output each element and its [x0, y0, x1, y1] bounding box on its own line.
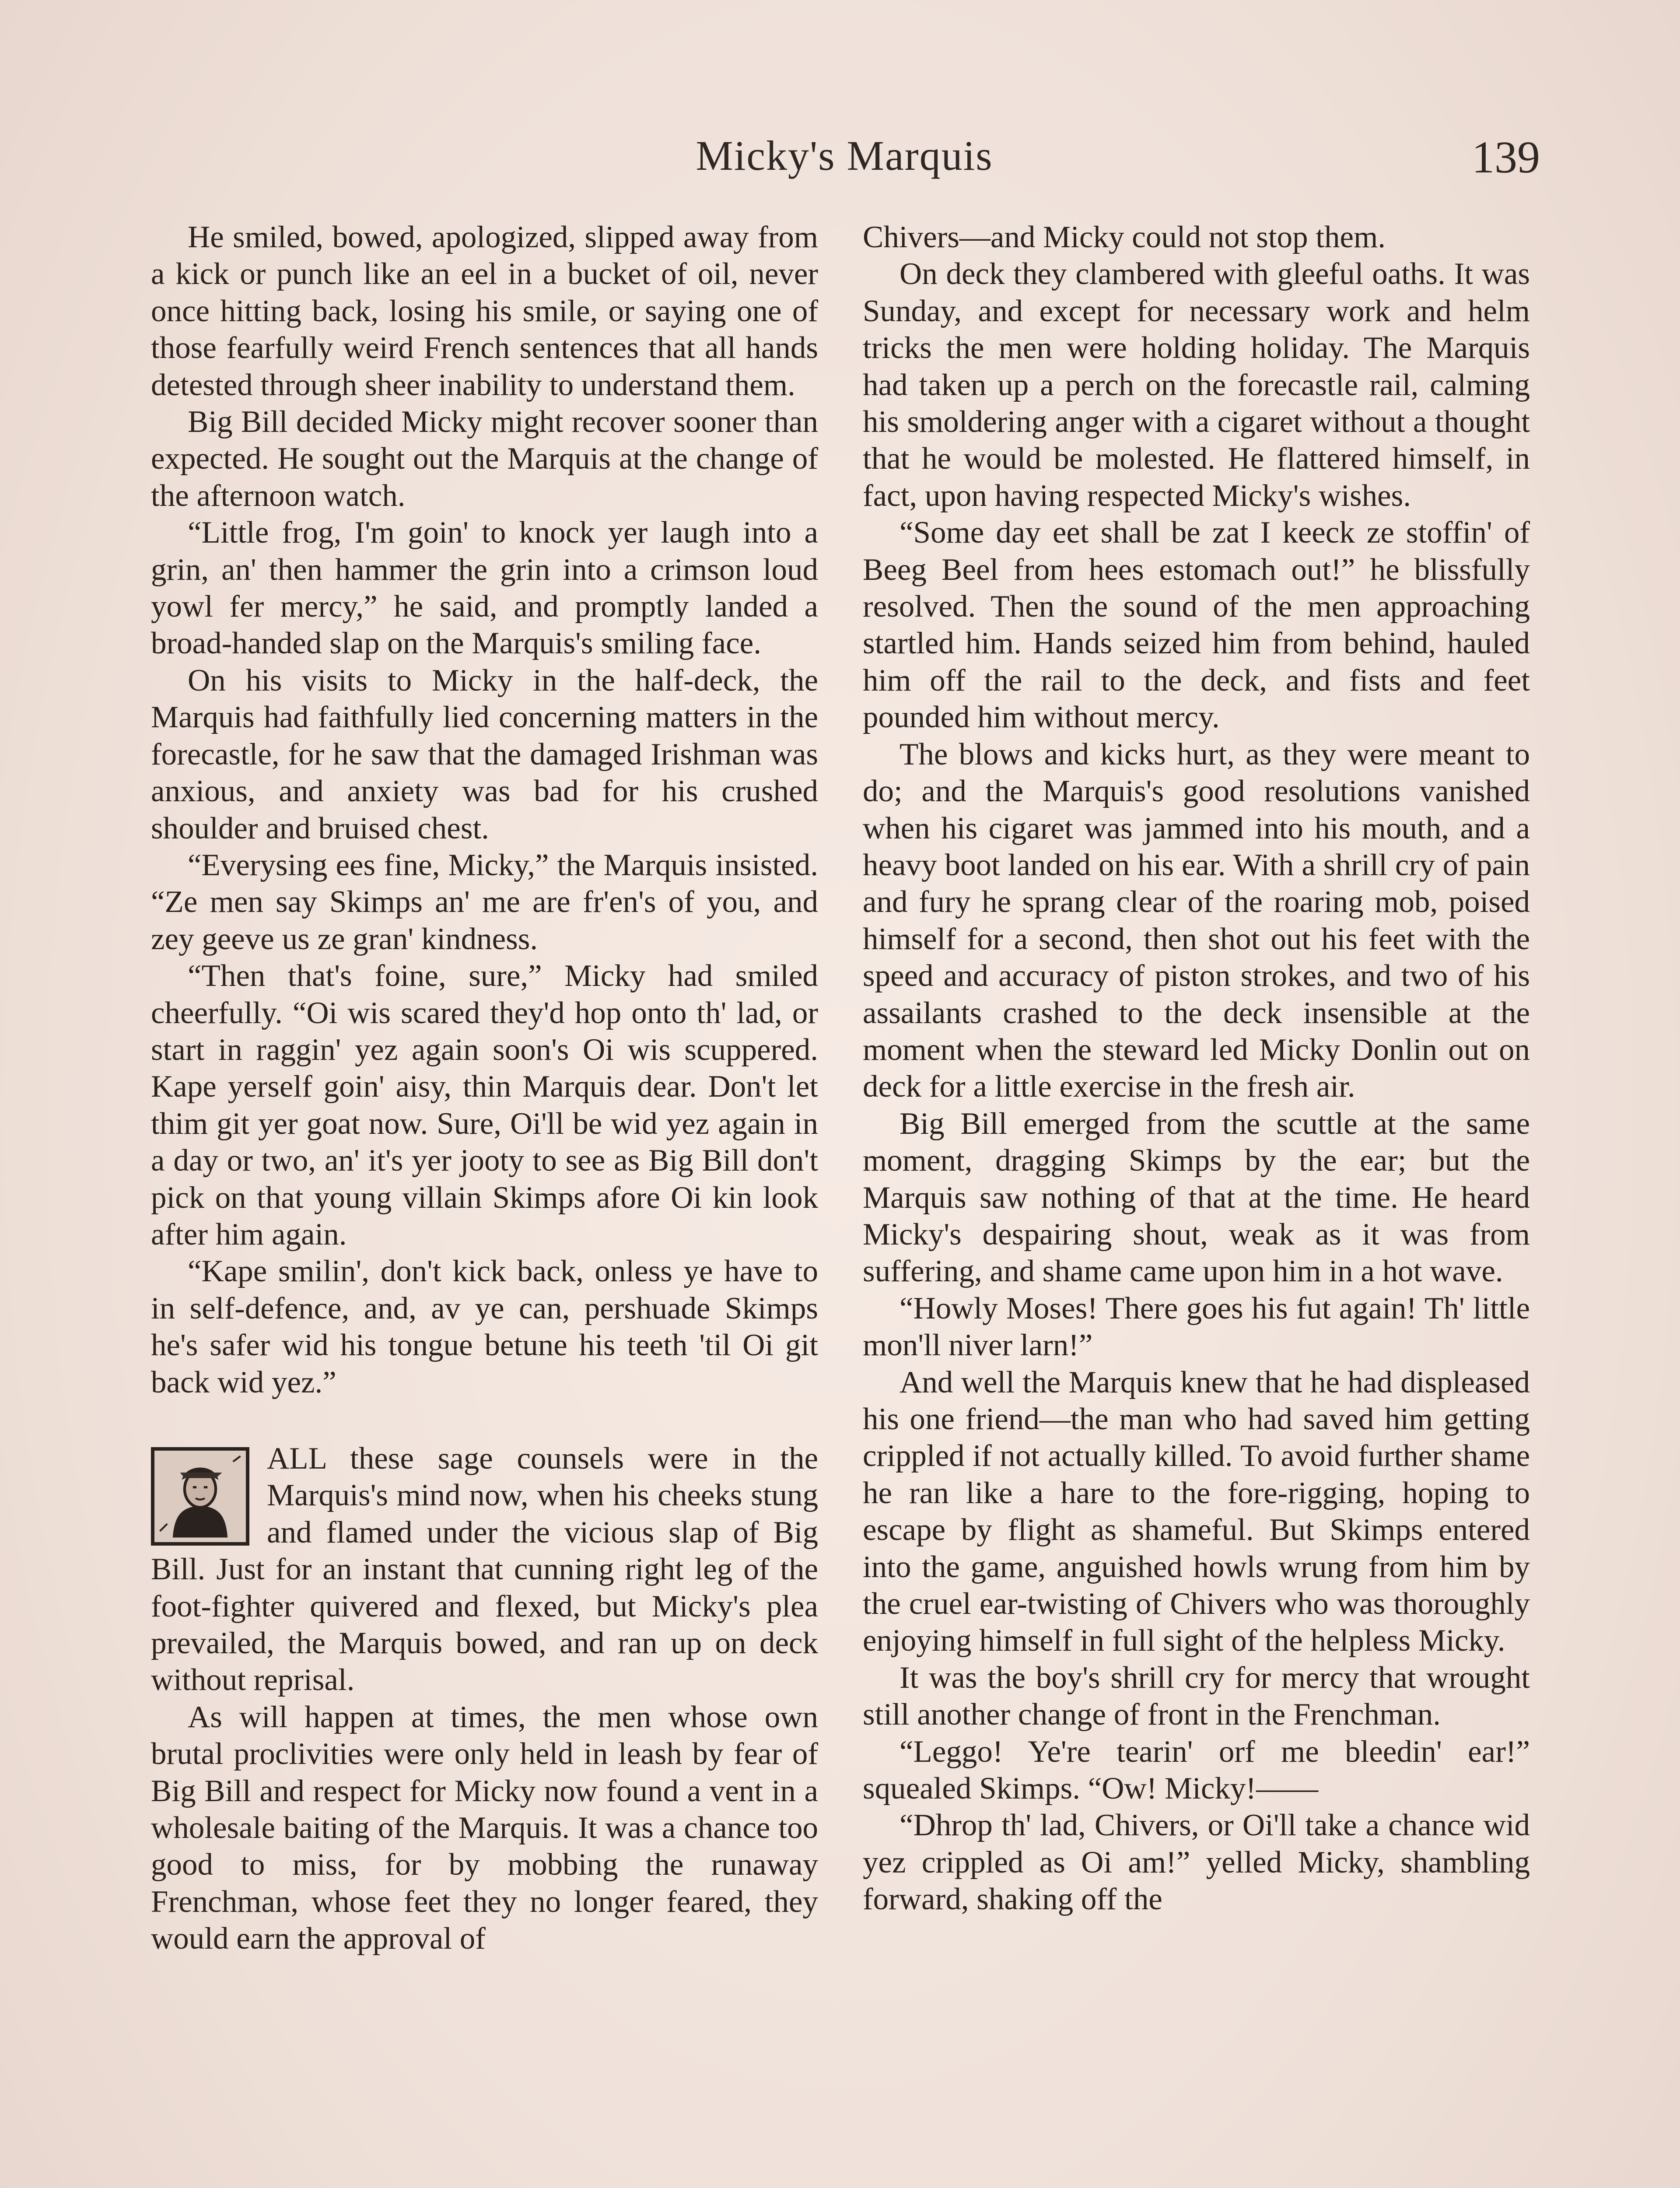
section-break: [151, 1401, 818, 1440]
paragraph: Big Bill decided Micky might recover sooner than expected. He sought out the Marquis at the change of the afternoon watch.: [151, 405, 818, 513]
dropcap-portrait-illustration: [151, 1447, 249, 1546]
paragraph: “Some day eet shall be zat I keeck ze stoffin' of Beeg Beel from hees estomach out!” he blissfully resolved. Then the sound of the men approaching startled him. Hands seized him from behind, hauled him off the rail to the deck, and fists and feet pounded him without mercy.: [863, 515, 1530, 735]
paragraph: He smiled, bowed, apologized, slipped away from a kick or punch like an eel in a bucket of oil, never once hitting back, losing his smile, or saying one of those fearfully weird French sentences that all hands detested through sheer inability to understand them.: [151, 220, 818, 402]
running-title: Micky's Marquis: [696, 132, 993, 179]
paragraph: “Howly Moses! There goes his fut again! Th' little mon'll niver larn!”: [863, 1291, 1530, 1363]
continued-line: Chivers—and Micky could not stop them.: [863, 220, 1386, 254]
paragraph: “Little frog, I'm goin' to knock yer laugh into a grin, an' then hammer the grin into a crimson loud yowl fer mercy,” he said, and promptly landed a broad-handed slap on the Marquis's smiling face.: [151, 515, 818, 661]
paragraph: On deck they clambered with gleeful oaths. It was Sunday, and except for necessary work and helm tricks the men were holding holiday. The Marquis had taken up a perch on the forecastle rail, calming his smoldering anger with a cigaret without a thought that he would be molested. He flattered himself, in fact, upon having respected Micky's wishes.: [863, 257, 1530, 513]
page-number: 139: [1472, 132, 1540, 182]
paragraph: It was the boy's shrill cry for mercy that wrought still another change of front in the Frenchman.: [863, 1660, 1530, 1732]
left-column: [151, 219, 818, 1957]
paragraph: “Everysing ees fine, Micky,” the Marquis insisted. “Ze men say Skimps an' me are fr'en's of you, and zey geeve us ze gran' kindness.: [151, 848, 818, 956]
paragraph: “Kape smilin', don't kick back, onless ye have to in self-defence, and, av ye can, pershuade Skimps he's safer wid his tongue betune his teeth 'til Oi git back wid yez.”: [151, 1254, 818, 1399]
paragraph: “Leggo! Ye're tearin' orf me bleedin' ear!” squealed Skimps. “Ow! Micky!——: [863, 1734, 1530, 1806]
right-column: [863, 219, 1530, 1918]
paragraph: “Then that's foine, sure,” Micky had smiled cheerfully. “Oi wis scared they'd hop onto th' lad, or start in raggin' yez again soon's Oi wis scuppered. Kape yerself goin' aisy, thin Marquis dear. Don't let thim git yer goat now. Sure, Oi'll be wid yez again in a day or two, an' it's yer jooty to see as Big Bill don't pick on that young villain Skimps afore Oi kin look after him again.: [151, 959, 818, 1252]
paragraph: And well the Marquis knew that he had displeased his one friend—the man who had saved him getting crippled if not actually killed. To avoid further shame he ran like a hare to the fore-rigging, hoping to escape by flight as shameful. But Skimps entered into the game, anguished howls wrung from him by the cruel ear-twisting of Chivers who was thoroughly enjoying himself in full sight of the helpless Micky.: [863, 1365, 1530, 1658]
paragraph: Big Bill emerged from the scuttle at the same moment, dragging Skimps by the ear; but the Marquis saw nothing of that at the time. He heard Micky's despairing shout, weak as it was from suffering, and shame came upon him in a hot wave.: [863, 1106, 1530, 1289]
paragraph: “Dhrop th' lad, Chivers, or Oi'll take a chance wid yez crippled as Oi am!” yelled Micky, shambling forward, shaking off the: [863, 1808, 1530, 1917]
paragraph: As will happen at times, the men whose own brutal proclivities were only held in leash by fear of Big Bill and respect for Micky now found a vent in a wholesale baiting of the Marquis. It was a chance too good to miss, for by mobbing the runaway Frenchman, whose feet they no longer feared, they would earn the approval of: [151, 1700, 818, 1956]
paragraph: On his visits to Micky in the half-deck, the Marquis had faithfully lied concerning matters in the forecastle, for he saw that the damaged Irishman was anxious, and anxiety was bad for his crushed shoulder and bruised chest.: [151, 663, 818, 845]
paragraph: The blows and kicks hurt, as they were meant to do; and the Marquis's good resolutions vanished when his cigaret was jammed into his mouth, and a heavy boot landed on his ear. With a shrill cry of pain and fury he sprang clear of the roaring mob, poised himself for a second, then shot out his feet with the speed and accuracy of piston strokes, and two of his assailants crashed to the deck insensible at the moment when the steward led Micky Donlin out on deck for a little exercise in the fresh air.: [863, 737, 1530, 1104]
page-header: [149, 131, 1540, 193]
dropcap-paragraph: ALL these sage counsels were in the Marquis's mind now, when his cheeks stung and flamed under the vicious slap of Big Bill. Just for an instant that cunning right leg of the foot-fighter quivered and flexed, but Micky's plea prevailed, the Marquis bowed, and ran up on deck without reprisal.: [151, 1441, 818, 1697]
